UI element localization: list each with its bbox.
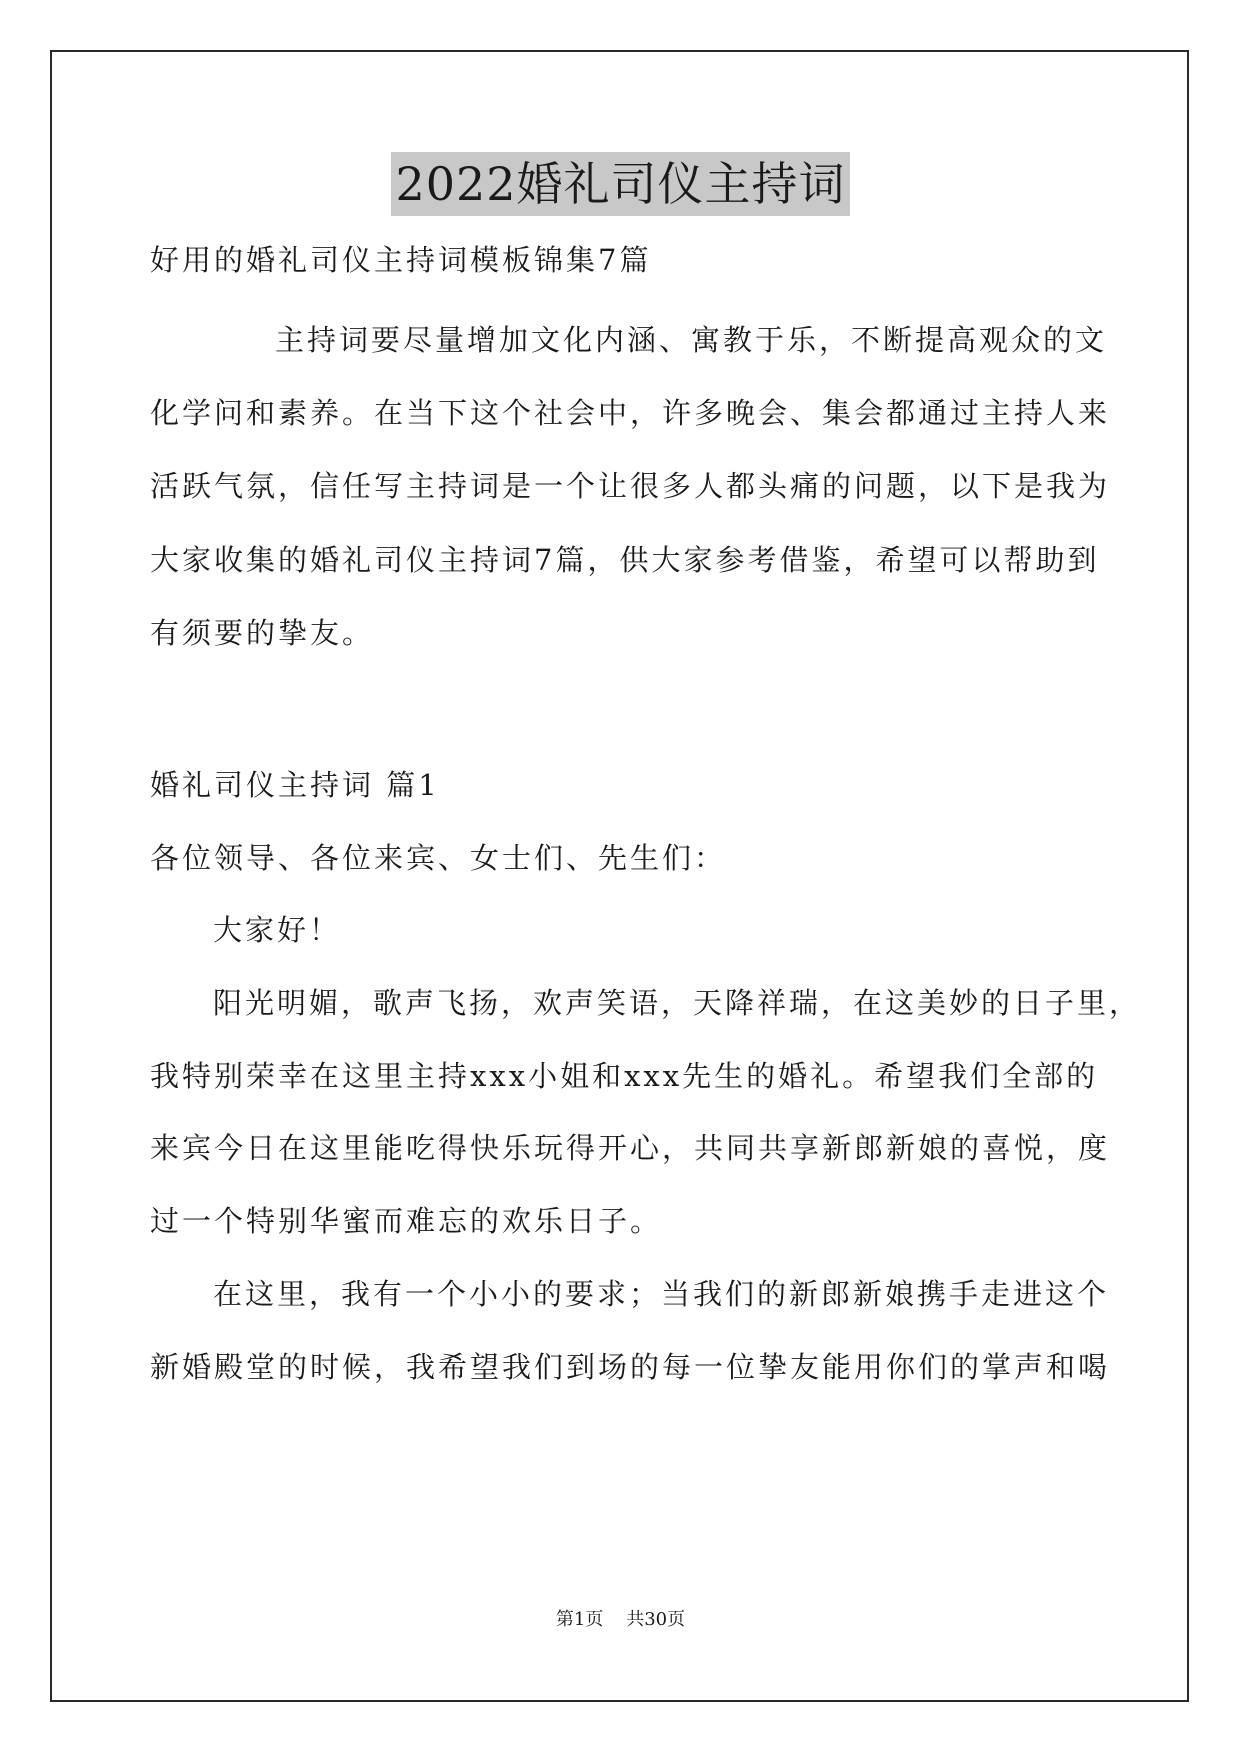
salutation: 各位领导、各位来宾、女士们、先生们：: [150, 841, 727, 875]
intro-line: 化学问和素养。在当下这个社会中，许多晚会、集会都通过主持人来: [150, 396, 1111, 430]
document-title: 2022婚礼司仪主持词: [391, 152, 849, 216]
page-number-footer: 第1页 共30页: [555, 1609, 686, 1630]
body-line: 在这里，我有一个小小的要求；当我们的新郎新娘携手走进这个: [213, 1277, 1110, 1311]
greeting: 大家好！: [213, 913, 342, 947]
intro-line: 大家收集的婚礼司仪主持词7篇，供大家参考借鉴，希望可以帮助到: [150, 543, 1100, 577]
intro-line: 主持词要尽量增加文化内涵、寓教于乐，不断提高观众的文: [275, 323, 1108, 357]
title-block: [0, 152, 1241, 216]
intro-line: 有须要的挚友。: [150, 616, 375, 650]
section-heading: 婚礼司仪主持词 篇1: [150, 768, 440, 802]
intro-line: 活跃气氛，信任写主持词是一个让很多人都头痛的问题，以下是我为: [150, 469, 1111, 503]
body-line: 阳光明媚，歌声飞扬，欢声笑语，天降祥瑞，在这美妙的日子里，: [213, 986, 1142, 1020]
body-line: 过一个特别华蜜而难忘的欢乐日子。: [150, 1204, 663, 1238]
body-line: 我特别荣幸在这里主持xxx小姐和xxx先生的婚礼。希望我们全部的: [150, 1059, 1099, 1093]
body-line: 来宾今日在这里能吃得快乐玩得开心，共同共享新郎新娘的喜悦，度: [150, 1131, 1111, 1165]
body-line: 新婚殿堂的时候，我希望我们到场的每一位挚友能用你们的掌声和喝: [150, 1350, 1111, 1384]
document-subtitle: 好用的婚礼司仪主持词模板锦集7篇: [150, 243, 652, 277]
